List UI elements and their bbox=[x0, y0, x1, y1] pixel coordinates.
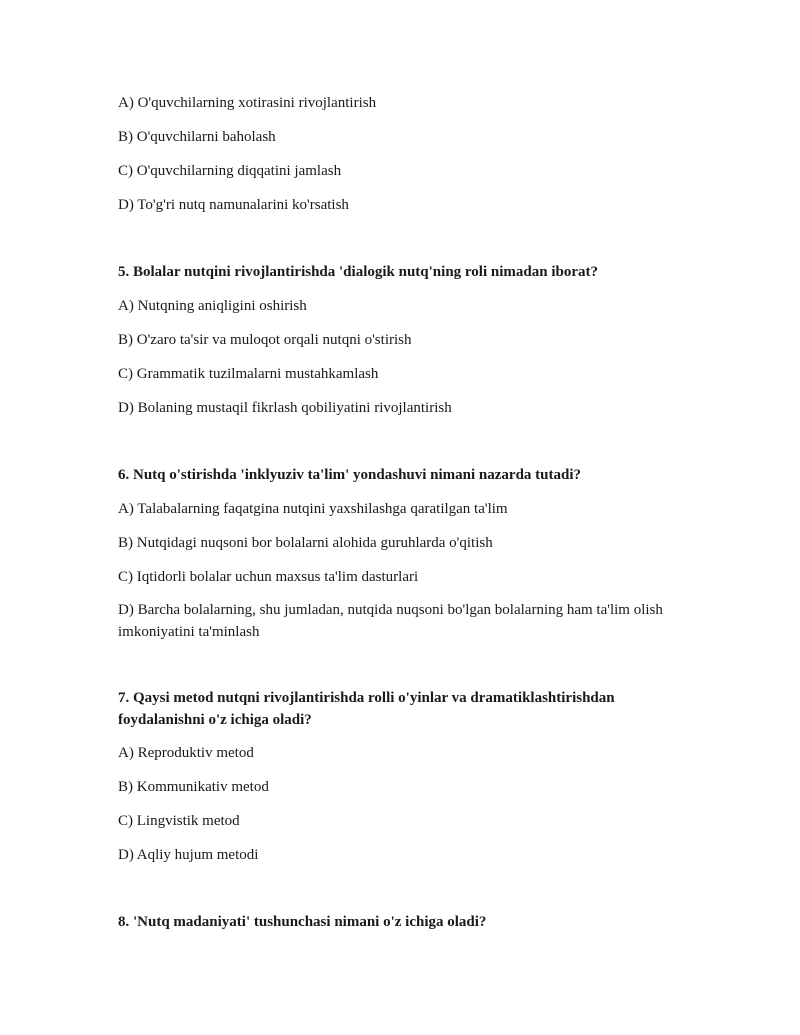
q6-option-a: A) Talabalarning faqatgina nutqini yaxshilashga qaratilgan ta'lim bbox=[118, 501, 508, 517]
q5-option-c: C) Grammatik tuzilmalarni mustahkamlash bbox=[118, 366, 379, 382]
q7-question: 7. Qaysi metod nutqni rivojlantirishda rolli o'yinlar va dramatiklashtirishdan foydalanishni o'z ichiga oladi? bbox=[118, 690, 615, 728]
q4-option-c: C) O'quvchilarning diqqatini jamlash bbox=[118, 163, 342, 179]
q6-option-b: B) Nutqidagi nuqsoni bor bolalarni alohida guruhlarda o'qitish bbox=[118, 535, 493, 551]
q6-option-c: C) Iqtidorli bolalar uchun maxsus ta'lim dasturlari bbox=[118, 569, 419, 585]
q5-option-b: B) O'zaro ta'sir va muloqot orqali nutqni o'stirish bbox=[118, 332, 412, 348]
q4-option-d: D) To'g'ri nutq namunalarini ko'rsatish bbox=[118, 197, 349, 213]
q7-option-a: A) Reproduktiv metod bbox=[118, 745, 254, 761]
q7-option-c: C) Lingvistik metod bbox=[118, 813, 240, 829]
q5-option-a: A) Nutqning aniqligini oshirish bbox=[118, 298, 307, 314]
q6-option-d: D) Barcha bolalarning, shu jumladan, nutqida nuqsoni bo'lgan bolalarning ham ta'lim olish imkoniyatini ta'minlash bbox=[118, 602, 663, 640]
q5-question: 5. Bolalar nutqini rivojlantirishda 'dialogik nutq'ning roli nimadan iborat? bbox=[118, 264, 598, 280]
q8-question: 8. 'Nutq madaniyati' tushunchasi nimani o'z ichiga oladi? bbox=[118, 914, 487, 930]
q5-option-d: D) Bolaning mustaqil fikrlash qobiliyatini rivojlantirish bbox=[118, 400, 452, 416]
q4-option-b: B) O'quvchilarni baholash bbox=[118, 129, 276, 145]
q6-question: 6. Nutq o'stirishda 'inklyuziv ta'lim' yondashuvi nimani nazarda tutadi? bbox=[118, 467, 582, 483]
q7-option-b: B) Kommunikativ metod bbox=[118, 779, 269, 795]
q4-option-a: A) O'quvchilarning xotirasini rivojlantirish bbox=[118, 95, 377, 111]
q7-option-d: D) Aqliy hujum metodi bbox=[118, 847, 259, 863]
